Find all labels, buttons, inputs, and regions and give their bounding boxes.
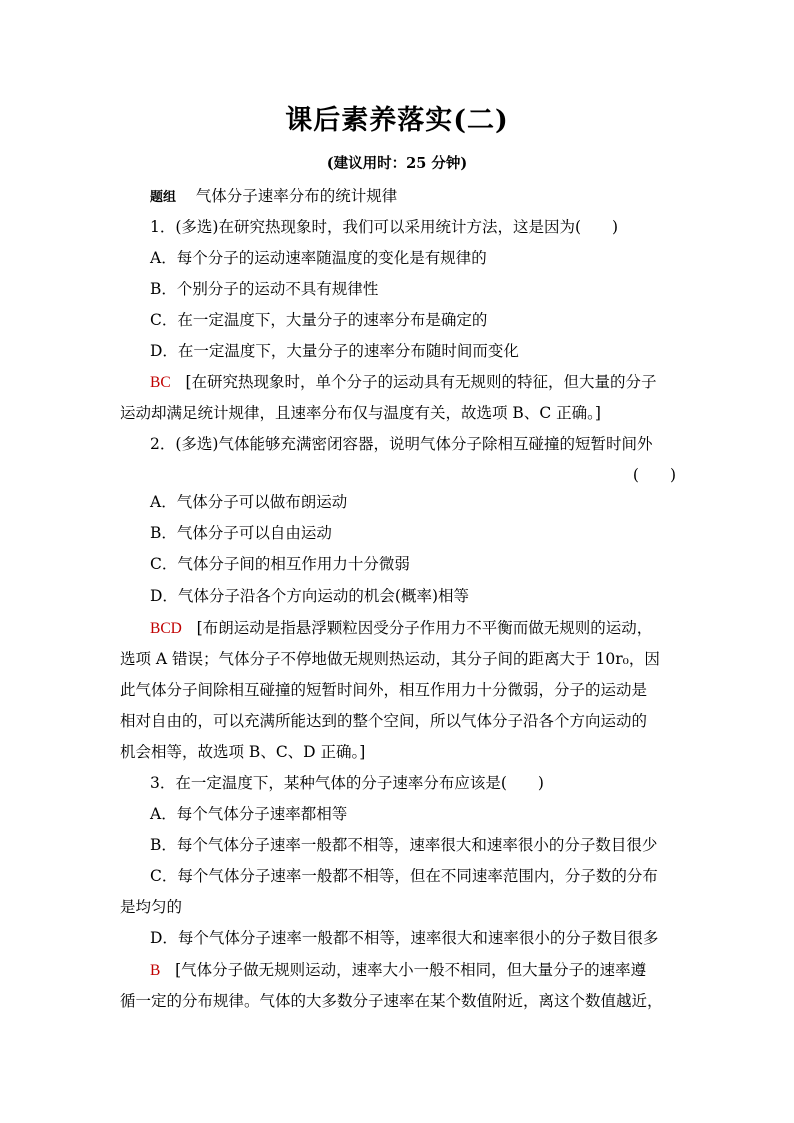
section-title: 气体分子速率分布的统计规律 <box>195 187 398 205</box>
q3-option-c-line-2: 是均匀的 <box>120 898 183 916</box>
section-heading <box>150 186 676 208</box>
q2-explanation-line-4: 相对自由的，可以充满所能达到的整个空间，所以气体分子沿各个方向运动的 <box>120 712 648 730</box>
q3-option-a: A．每个气体分子速率都相等 <box>150 805 348 823</box>
q3-option-b: B．每个气体分子速率一般都不相等，速率很大和速率很小的分子数目很少 <box>150 836 658 854</box>
q1-option-a: A．每个分子的运动速率随温度的变化是有规律的 <box>150 249 487 267</box>
q2-explanation-text-1: [布朗运动是指悬浮颗粒因受分子作用力不平衡而做无规则的运动， <box>196 619 653 637</box>
q1-option-b: B．个别分子的运动不具有规律性 <box>150 280 379 298</box>
q2-answer: BCD <box>150 620 182 637</box>
q3-option-c-line-1: C．每个气体分子速率一般都不相等，但在不同速率范围内，分子数的分布 <box>150 867 658 885</box>
q2-option-d: D．气体分子沿各个方向运动的机会(概率)相等 <box>150 587 470 605</box>
q1-stem: 1．(多选)在研究热现象时，我们可以采用统计方法，这是因为( ) <box>150 218 619 236</box>
q3-option-d: D．每个气体分子速率一般都不相等，速率很大和速率很小的分子数目很多 <box>150 929 659 947</box>
q2-option-b: B．气体分子可以自由运动 <box>150 524 332 542</box>
q3-explanation-line-2: 循一定的分布规律。气体的大多数分子速率在某个数值附近，离这个数值越近， <box>120 992 663 1010</box>
q2-option-a: A．气体分子可以做布朗运动 <box>150 493 348 511</box>
q2-bracket: ( ) <box>632 466 676 484</box>
q3-stem: 3．在一定温度下，某种气体的分子速率分布应该是( ) <box>150 774 544 792</box>
suggested-time: (建议用时：25 分钟) <box>326 155 468 172</box>
page-title: 课后素养落实(二) <box>285 105 509 136</box>
q3-explanation-line-1 <box>150 960 676 981</box>
q3-answer: B <box>150 962 161 979</box>
q3-explanation-text-1: [气体分子做无规则运动，速率大小一般不相同，但大量分子的速率遵 <box>175 961 647 979</box>
q1-option-c: C．在一定温度下，大量分子的速率分布是确定的 <box>150 311 488 329</box>
q1-explanation-line-1 <box>150 372 676 393</box>
q2-explanation-line-3: 此气体分子间除相互碰撞的短暂时间外，相互作用力十分微弱，分子的运动是 <box>120 681 648 699</box>
section-mark: 题组 <box>150 190 177 205</box>
q2-stem: 2．(多选)气体能够充满密闭容器，说明气体分子除相互碰撞的短暂时间外 <box>150 435 653 453</box>
q1-answer: BC <box>150 374 171 391</box>
q1-explanation-line-2: 运动却满足统计规律，且速率分布仅与温度有关，故选项 B、C 正确。] <box>120 404 601 422</box>
q2-explanation-line-1 <box>150 618 676 639</box>
q1-explanation-text-1: [在研究热现象时，单个分子的运动具有无规则的特征，但大量的分子 <box>185 373 657 391</box>
q2-explanation-line-5: 机会相等，故选项 B、C、D 正确。] <box>120 743 366 761</box>
q2-explanation-line-2: 选项 A 错误；气体分子不停地做无规则热运动，其分子间的距离大于 10r₀，因 <box>120 650 660 668</box>
q2-option-c: C．气体分子间的相互作用力十分微弱 <box>150 555 410 573</box>
q1-option-d: D．在一定温度下，大量分子的速率分布随时间而变化 <box>150 342 519 360</box>
